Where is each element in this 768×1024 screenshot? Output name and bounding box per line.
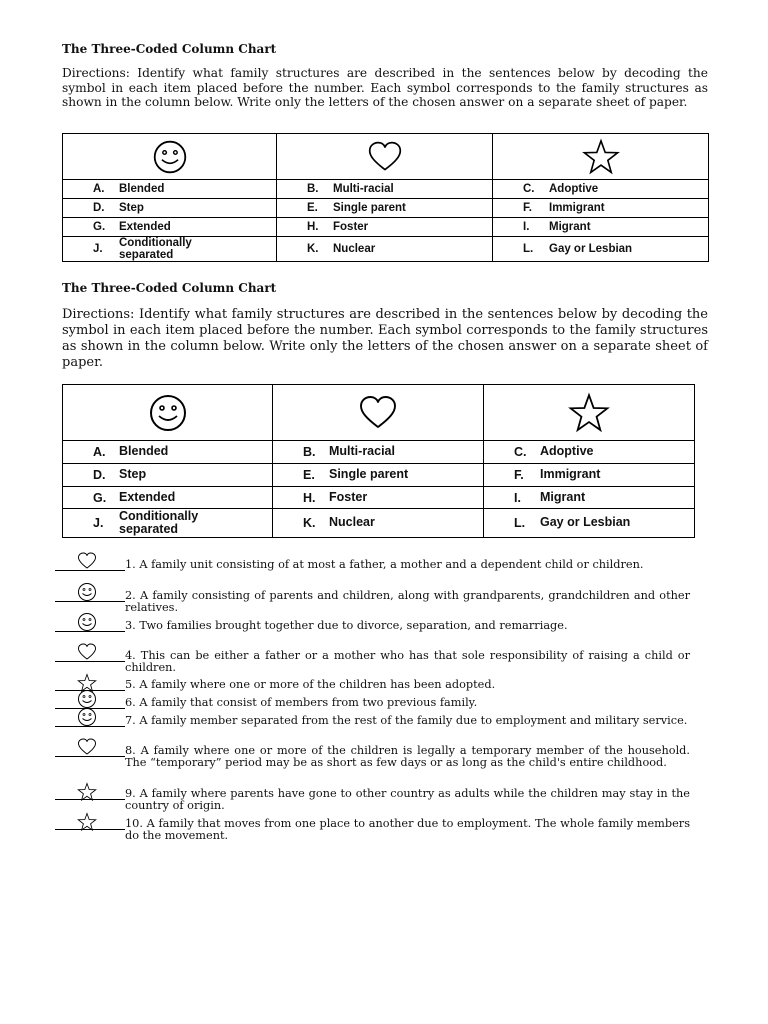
question-number: 9. (125, 787, 140, 800)
smiley-icon (152, 148, 188, 165)
chart-option-cell (484, 441, 695, 464)
chart-option-row (63, 464, 695, 487)
option-label: Adoptive (549, 182, 599, 195)
option-letter: K. (303, 516, 316, 530)
chart-symbol-cell (277, 134, 493, 180)
question-number: 3. (125, 619, 140, 632)
option-label: Conditionally separated (119, 237, 192, 262)
option-label: Blended (119, 182, 165, 195)
chart-option-cell (493, 180, 709, 199)
smiley-icon (77, 689, 97, 709)
star-icon (582, 138, 620, 176)
option-label: Single parent (329, 467, 409, 482)
heart-icon (77, 737, 97, 757)
chart-option-cell (484, 509, 695, 538)
question-text: A family where one or more of the children is legally a temporary member of the household. The “temporary” period may be as short as few days or as long as the child's entire childhood. (125, 744, 691, 770)
option-letter: H. (303, 490, 316, 505)
option-letter: J. (93, 243, 103, 256)
chart-option-row (63, 487, 695, 509)
heart-icon (77, 551, 97, 571)
smiley-icon (77, 707, 97, 727)
chart-option-cell (493, 199, 709, 218)
chart-option-cell (273, 441, 484, 464)
smiley-icon (77, 582, 97, 602)
option-letter: A. (93, 445, 106, 459)
option-letter: D. (93, 468, 106, 482)
chart-option-cell (273, 487, 484, 509)
chart-option-cell (277, 218, 493, 237)
option-label: Foster (333, 220, 369, 233)
smiley-icon (77, 612, 97, 632)
option-letter: G. (93, 490, 107, 505)
heart-icon (77, 737, 97, 757)
chart-option-row (63, 218, 709, 237)
chart-symbol-cell (63, 385, 273, 441)
question-number: 2. (125, 589, 140, 602)
option-letter: C. (514, 445, 527, 459)
option-label: Nuclear (329, 515, 375, 530)
question-text: This can be either a father or a mother who has that sole responsibility of raising a child or children. (125, 649, 691, 675)
question-text: A family unit consisting of at most a father, a mother and a dependent child or children. (139, 558, 644, 571)
chart-table-1 (62, 133, 709, 262)
option-label: Gay or Lesbian (540, 515, 631, 530)
smiley-icon (77, 582, 97, 602)
option-label: Migrant (540, 489, 586, 504)
heart-icon (367, 139, 403, 175)
chart-option-cell (63, 464, 273, 487)
option-label: Extended (119, 220, 171, 233)
star-icon (77, 812, 97, 832)
chart-option-cell (277, 199, 493, 218)
smiley-icon (148, 393, 188, 433)
option-letter: I. (523, 221, 530, 233)
question-number: 8. (125, 744, 141, 757)
heart-icon (358, 393, 398, 433)
option-label: Conditionally separated (119, 508, 199, 536)
question-text: A family where parents have gone to other country as adults while the children may stay in the country of origin. (125, 787, 690, 813)
chart-option-cell (63, 509, 273, 538)
option-label: Multi-racial (333, 182, 394, 195)
chart-option-cell (277, 180, 493, 199)
option-label: Foster (329, 489, 368, 504)
chart-symbol-cell (484, 385, 695, 441)
option-letter: I. (514, 490, 521, 505)
option-letter: H. (307, 221, 319, 233)
section1-directions: Directions: Identify what family structures are described in the sentences below by decoding the symbol in each item placed before the number. Each symbol corresponds to the family structures as shown in the column below. Write only the letters of the chosen answer on a separate sheet of paper. (62, 66, 708, 110)
chart-symbol-row (63, 134, 709, 180)
star-icon (568, 392, 610, 434)
option-letter: F. (523, 202, 532, 214)
option-letter: A. (93, 183, 105, 195)
option-letter: L. (523, 243, 534, 256)
question-text: A family member separated from the rest of the family due to employment and military service. (139, 714, 688, 727)
smiley-icon (77, 612, 97, 632)
option-letter: K. (307, 243, 319, 256)
chart-option-cell (63, 199, 277, 218)
chart-symbol-cell (493, 134, 709, 180)
option-label: Step (119, 201, 144, 214)
chart-option-cell (484, 487, 695, 509)
chart-option-cell (493, 237, 709, 262)
chart-option-cell (273, 509, 484, 538)
option-letter: B. (303, 445, 316, 459)
option-label: Extended (119, 489, 176, 504)
option-label: Gay or Lesbian (549, 243, 633, 256)
question-number: 7. (125, 714, 140, 727)
star-icon (582, 148, 620, 165)
heart-icon (77, 551, 97, 571)
question-text: A family that consist of members from two previous family. (139, 696, 478, 709)
option-label: Multi-racial (329, 444, 395, 459)
option-label: Immigrant (540, 467, 601, 482)
smiley-icon (77, 689, 97, 709)
section2-directions: Directions: Identify what family structures are described in the sentences below by decoding the symbol in each item placed before the number. Each symbol corresponds to the family structures as shown in the column below. Write only the letters of the chosen answer on a separate sheet of paper. (62, 307, 708, 370)
section2-title: The Three-Coded Column Chart (62, 281, 277, 295)
chart-option-row (63, 180, 709, 199)
option-label: Immigrant (549, 201, 605, 214)
heart-icon (77, 642, 97, 662)
chart-option-cell (484, 464, 695, 487)
option-label: Blended (119, 444, 169, 459)
star-icon (77, 782, 97, 802)
section1-title: The Three-Coded Column Chart (62, 42, 277, 56)
heart-icon (367, 148, 403, 165)
smiley-icon (148, 404, 188, 421)
question-text: Two families brought together due to divorce, separation, and remarriage. (139, 619, 568, 632)
star-icon (568, 404, 610, 421)
chart-table-2 (62, 384, 695, 538)
chart-symbol-cell (273, 385, 484, 441)
option-letter: D. (93, 202, 105, 214)
option-letter: B. (307, 183, 319, 195)
section2-header (62, 281, 708, 371)
question-number: 1. (125, 558, 140, 571)
chart-option-row (63, 441, 695, 464)
chart-option-row (63, 509, 695, 538)
question-text: A family consisting of parents and children, along with grandparents, grandchildren and other relatives. (125, 589, 690, 615)
option-label: Migrant (549, 220, 591, 233)
question-number: 5. (125, 678, 140, 691)
chart-option-cell (277, 237, 493, 262)
chart-option-cell (63, 237, 277, 262)
question-number: 6. (125, 696, 140, 709)
option-letter: F. (514, 468, 524, 482)
option-label: Adoptive (540, 444, 594, 459)
option-letter: C. (523, 183, 535, 195)
option-label: Nuclear (333, 243, 376, 256)
smiley-icon (77, 707, 97, 727)
option-letter: L. (514, 516, 526, 530)
heart-icon (77, 642, 97, 662)
chart-option-row (63, 199, 709, 218)
chart-option-cell (63, 180, 277, 199)
option-letter: J. (93, 516, 104, 530)
star-icon (77, 782, 97, 802)
chart-symbol-cell (63, 134, 277, 180)
option-letter: G. (93, 221, 106, 233)
heart-icon (358, 404, 398, 421)
option-label: Single parent (333, 201, 406, 214)
chart-option-row (63, 237, 709, 262)
chart-option-cell (63, 487, 273, 509)
question-number: 4. (125, 649, 141, 662)
chart-option-cell (493, 218, 709, 237)
option-letter: E. (307, 202, 318, 214)
option-letter: E. (303, 468, 315, 482)
star-icon (77, 812, 97, 832)
chart-option-cell (63, 441, 273, 464)
question-text: A family where one or more of the children has been adopted. (139, 678, 496, 691)
question-number: 10. (125, 817, 147, 830)
section1-header (62, 42, 708, 110)
chart-option-cell (63, 218, 277, 237)
chart-symbol-row (63, 385, 695, 441)
option-label: Step (119, 467, 147, 482)
question-text: A family that moves from one place to another due to employment. The whole family members do the movement. (125, 817, 691, 843)
chart-option-cell (273, 464, 484, 487)
smiley-icon (152, 139, 188, 175)
